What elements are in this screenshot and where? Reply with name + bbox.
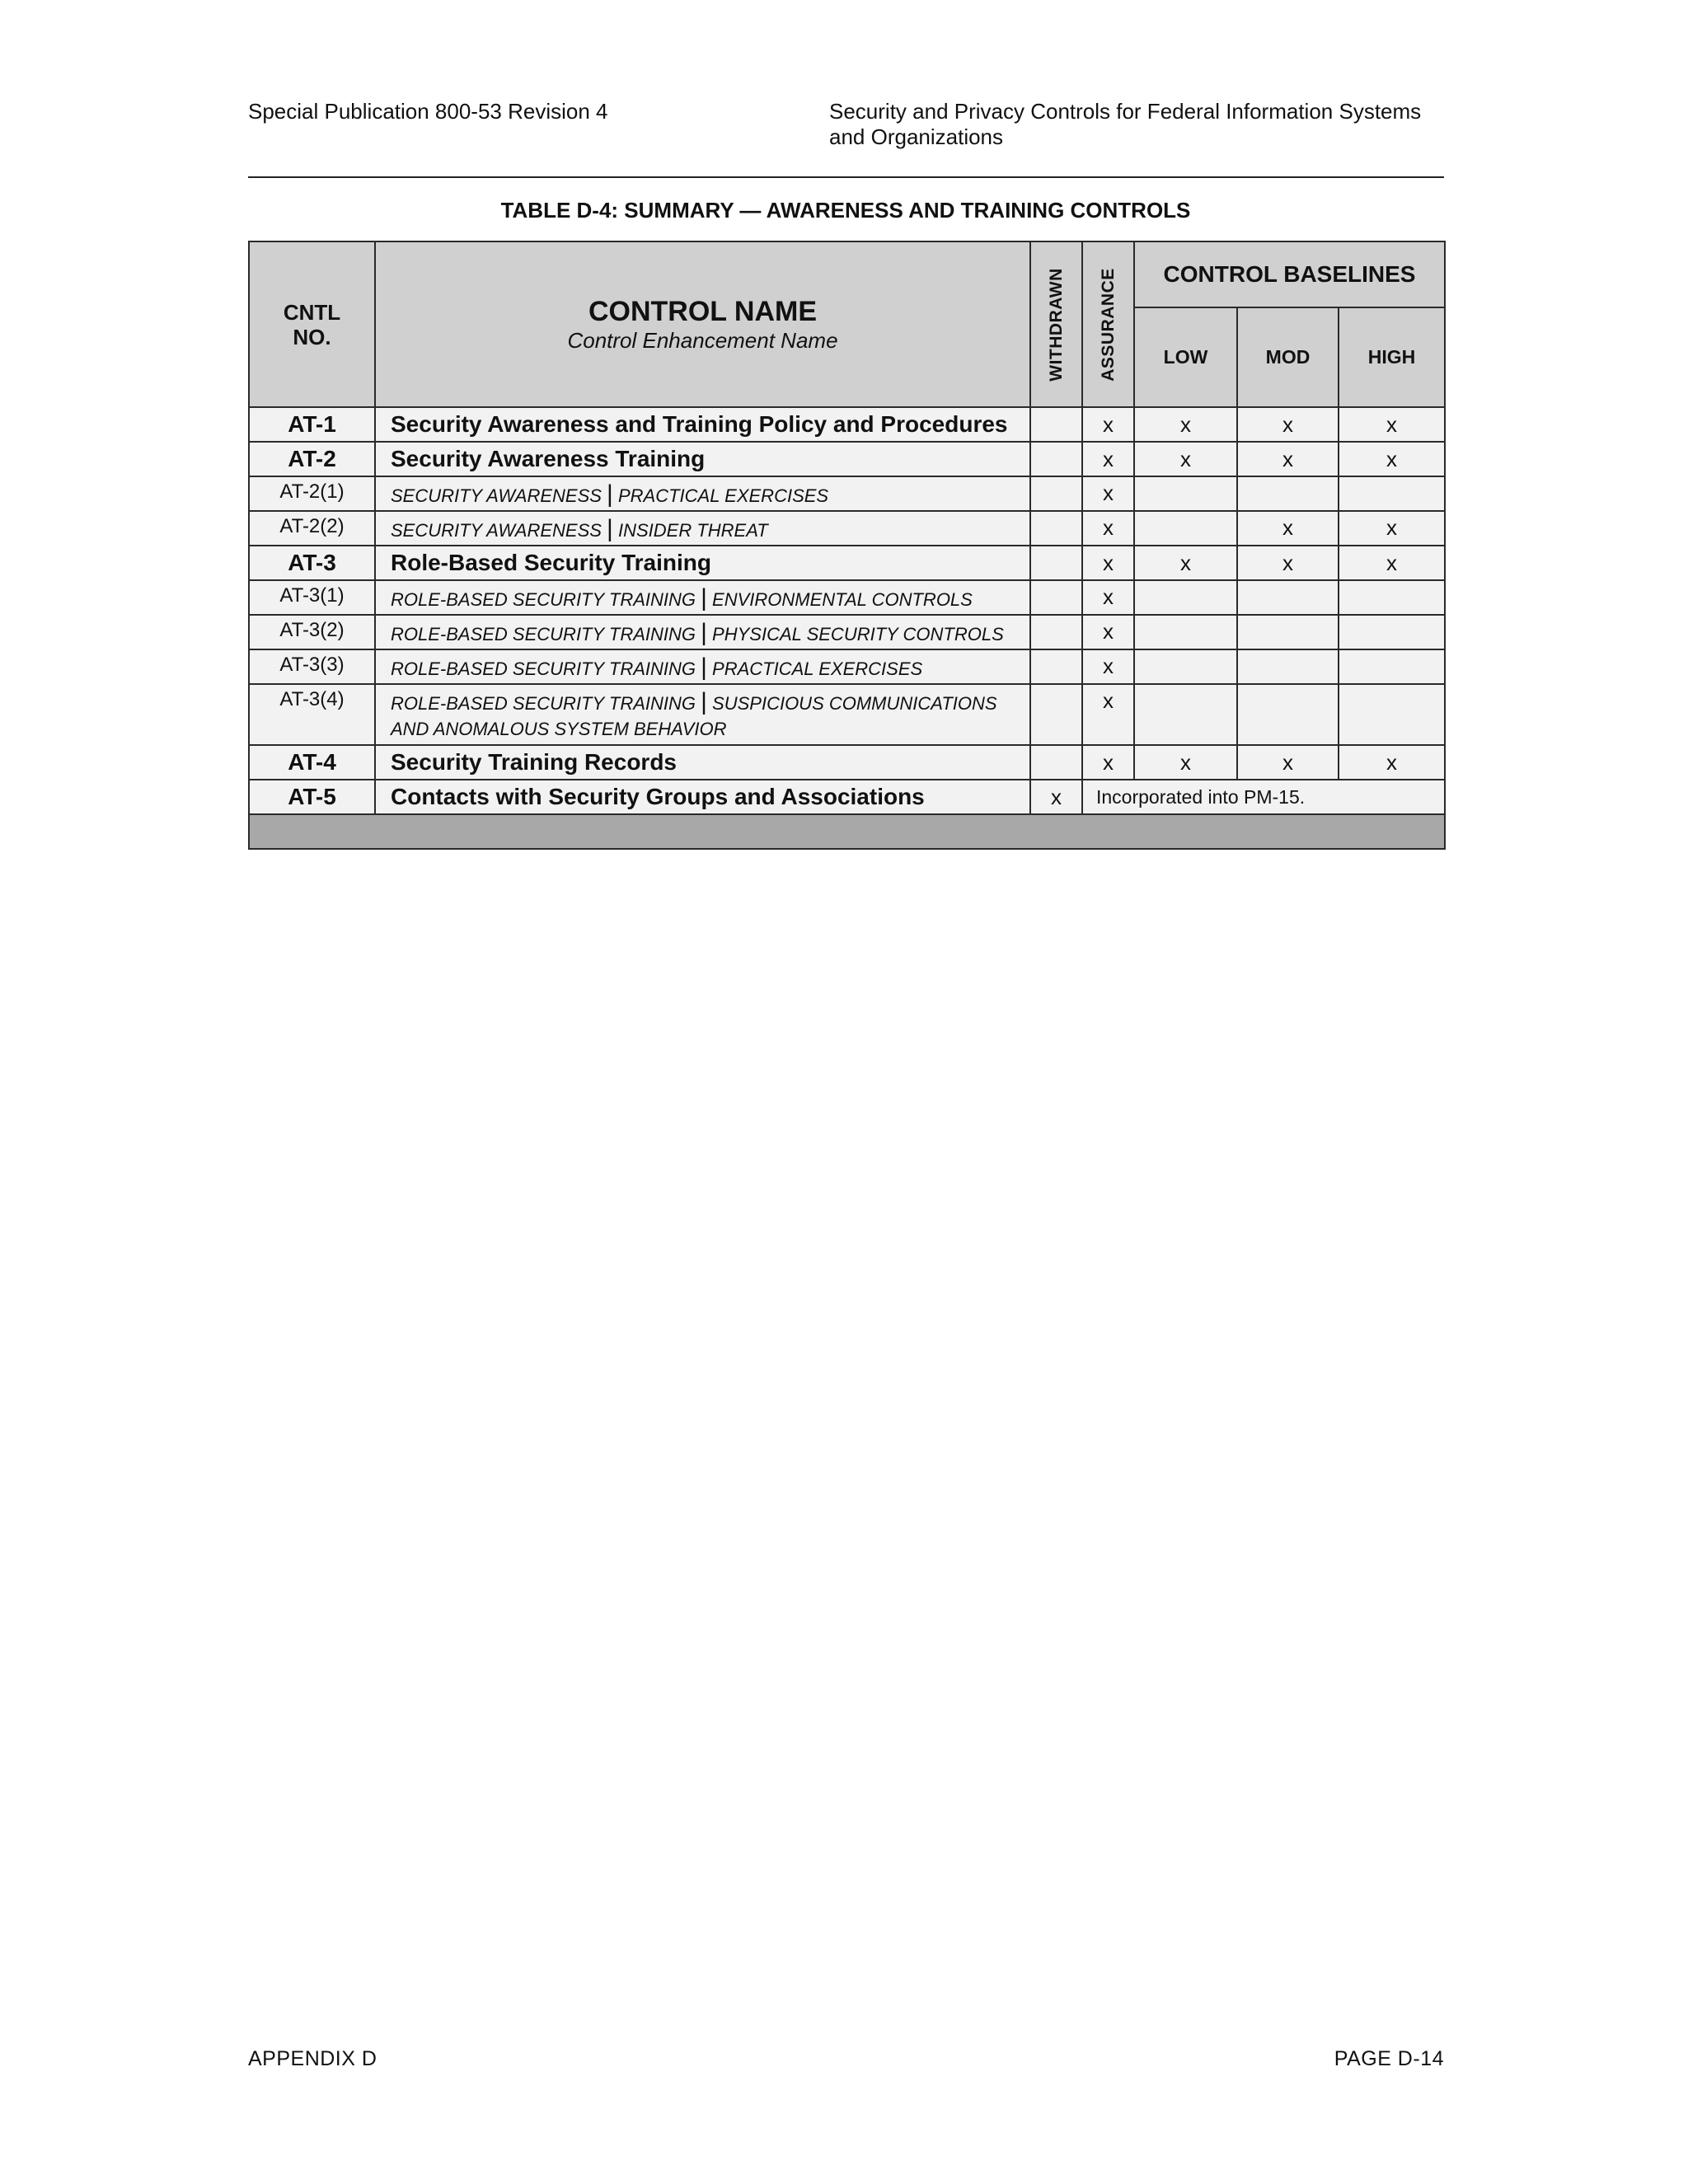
table-row bbox=[249, 511, 1445, 546]
low-cell bbox=[1134, 476, 1237, 511]
low-cell: x bbox=[1134, 546, 1237, 580]
header-rule bbox=[248, 176, 1444, 178]
col-header-name-main: CONTROL NAME bbox=[588, 296, 818, 327]
mod-cell bbox=[1237, 649, 1339, 684]
withdrawn-cell bbox=[1030, 546, 1082, 580]
enhancement-detail: PRACTICAL EXERCISES bbox=[617, 485, 829, 506]
mod-cell bbox=[1237, 615, 1339, 649]
withdrawn-cell bbox=[1030, 580, 1082, 615]
assurance-cell: x bbox=[1082, 615, 1134, 649]
enhancement-separator: | bbox=[607, 514, 613, 542]
header-title-line-2: and Organizations bbox=[829, 124, 1004, 149]
assurance-label: ASSURANCE bbox=[1098, 267, 1118, 382]
high-cell bbox=[1339, 580, 1445, 615]
enhancement-separator: | bbox=[701, 688, 707, 715]
withdrawn-cell bbox=[1030, 745, 1082, 780]
enhancement-name bbox=[375, 476, 1030, 511]
control-name: Security Awareness and Training Policy and Procedures bbox=[375, 407, 1030, 442]
withdrawn-cell bbox=[1030, 442, 1082, 476]
enhancement-number: AT-3(1) bbox=[249, 580, 375, 615]
control-number: AT-2 bbox=[249, 442, 375, 476]
enhancement-number: AT-3(3) bbox=[249, 649, 375, 684]
col-header-assurance bbox=[1082, 241, 1134, 407]
enhancement-name bbox=[375, 684, 1030, 745]
table-row bbox=[249, 407, 1445, 442]
col-header-cntl-line1: CNTL bbox=[283, 299, 341, 325]
enhancement-separator: | bbox=[607, 480, 613, 508]
low-cell bbox=[1134, 615, 1237, 649]
high-cell: x bbox=[1339, 745, 1445, 780]
control-number: AT-3 bbox=[249, 546, 375, 580]
low-cell bbox=[1134, 684, 1237, 745]
enhancement-number: AT-3(4) bbox=[249, 684, 375, 745]
control-number: AT-4 bbox=[249, 745, 375, 780]
table-row bbox=[249, 649, 1445, 684]
mod-cell: x bbox=[1237, 442, 1339, 476]
table-row bbox=[249, 476, 1445, 511]
mod-cell: x bbox=[1237, 546, 1339, 580]
table-row bbox=[249, 745, 1445, 780]
mod-cell: x bbox=[1237, 407, 1339, 442]
footer-page-number: PAGE D-14 bbox=[1334, 2047, 1444, 2070]
low-cell: x bbox=[1134, 745, 1237, 780]
enhancement-detail: PHYSICAL SECURITY CONTROLS bbox=[712, 623, 1004, 644]
high-cell: x bbox=[1339, 442, 1445, 476]
col-header-low: LOW bbox=[1134, 307, 1237, 407]
enhancement-separator: | bbox=[701, 618, 707, 646]
assurance-cell: x bbox=[1082, 476, 1134, 511]
header-publication: Special Publication 800-53 Revision 4 bbox=[248, 99, 608, 124]
table-title: TABLE D-4: SUMMARY — AWARENESS AND TRAINING CONTROLS bbox=[500, 198, 1191, 223]
enhancement-separator: | bbox=[701, 653, 707, 681]
withdrawn-cell bbox=[1030, 407, 1082, 442]
table-footer-cell bbox=[249, 814, 1445, 849]
high-cell bbox=[1339, 684, 1445, 745]
assurance-cell: x bbox=[1082, 649, 1134, 684]
enhancement-detail: INSIDER THREAT bbox=[617, 519, 768, 541]
enhancement-number: AT-2(1) bbox=[249, 476, 375, 511]
withdrawn-cell bbox=[1030, 476, 1082, 511]
high-cell bbox=[1339, 476, 1445, 511]
high-cell: x bbox=[1339, 511, 1445, 546]
table-row bbox=[249, 442, 1445, 476]
low-cell bbox=[1134, 511, 1237, 546]
high-cell bbox=[1339, 615, 1445, 649]
withdrawn-cell bbox=[1030, 649, 1082, 684]
col-header-name-sub: Control Enhancement Name bbox=[567, 328, 838, 353]
col-header-cntl-no bbox=[249, 241, 375, 407]
withdrawn-cell bbox=[1030, 511, 1082, 546]
col-header-high: HIGH bbox=[1339, 307, 1445, 407]
high-cell bbox=[1339, 649, 1445, 684]
table-row bbox=[249, 546, 1445, 580]
footer-appendix: APPENDIX D bbox=[248, 2047, 377, 2070]
control-name: Security Training Records bbox=[375, 745, 1030, 780]
mod-cell bbox=[1237, 476, 1339, 511]
enhancement-number: AT-2(2) bbox=[249, 511, 375, 546]
withdrawn-cell: x bbox=[1030, 780, 1082, 814]
assurance-cell: x bbox=[1082, 580, 1134, 615]
mod-cell: x bbox=[1237, 745, 1339, 780]
table-row bbox=[249, 580, 1445, 615]
enhancement-name bbox=[375, 580, 1030, 615]
enhancement-separator: | bbox=[701, 583, 707, 612]
low-cell: x bbox=[1134, 407, 1237, 442]
control-number: AT-1 bbox=[249, 407, 375, 442]
enhancement-detail: ENVIRONMENTAL CONTROLS bbox=[712, 588, 973, 610]
mod-cell: x bbox=[1237, 511, 1339, 546]
enhancement-base: SECURITY AWARENESS bbox=[391, 519, 602, 541]
enhancement-detail: SUSPICIOUS COMMUNICATIONS AND ANOMALOUS SYSTEM BEHAVIOR bbox=[391, 693, 997, 739]
enhancement-detail: PRACTICAL EXERCISES bbox=[712, 658, 923, 679]
table-row bbox=[249, 780, 1445, 814]
col-header-cntl-line2: NO. bbox=[293, 324, 331, 349]
mod-cell bbox=[1237, 580, 1339, 615]
enhancement-name bbox=[375, 649, 1030, 684]
enhancement-base: ROLE-BASED SECURITY TRAINING bbox=[391, 658, 696, 679]
high-cell: x bbox=[1339, 546, 1445, 580]
col-header-withdrawn bbox=[1030, 241, 1082, 407]
withdrawn-label: WITHDRAWN bbox=[1046, 267, 1066, 382]
low-cell bbox=[1134, 649, 1237, 684]
table-row bbox=[249, 615, 1445, 649]
col-header-mod: MOD bbox=[1237, 307, 1339, 407]
col-header-control-baselines: CONTROL BASELINES bbox=[1134, 241, 1445, 307]
enhancement-base: SECURITY AWARENESS bbox=[391, 485, 602, 506]
header-document-title bbox=[829, 99, 1456, 150]
assurance-cell: x bbox=[1082, 546, 1134, 580]
low-cell: x bbox=[1134, 442, 1237, 476]
control-number: AT-5 bbox=[249, 780, 375, 814]
assurance-cell: x bbox=[1082, 442, 1134, 476]
controls-table bbox=[248, 241, 1446, 850]
table-row bbox=[249, 684, 1445, 745]
control-name: Role-Based Security Training bbox=[375, 546, 1030, 580]
withdrawn-note: Incorporated into PM-15. bbox=[1082, 780, 1445, 814]
enhancement-name bbox=[375, 615, 1030, 649]
assurance-cell: x bbox=[1082, 407, 1134, 442]
assurance-cell: x bbox=[1082, 511, 1134, 546]
assurance-cell: x bbox=[1082, 684, 1134, 745]
enhancement-base: ROLE-BASED SECURITY TRAINING bbox=[391, 588, 696, 610]
table-footer-bar bbox=[249, 814, 1445, 849]
control-name: Contacts with Security Groups and Associations bbox=[375, 780, 1030, 814]
enhancement-base: ROLE-BASED SECURITY TRAINING bbox=[391, 623, 696, 644]
enhancement-base: ROLE-BASED SECURITY TRAINING bbox=[391, 693, 696, 714]
high-cell: x bbox=[1339, 407, 1445, 442]
header-title-line-1: Security and Privacy Controls for Federal Information Systems bbox=[829, 99, 1422, 124]
withdrawn-cell bbox=[1030, 684, 1082, 745]
assurance-cell: x bbox=[1082, 745, 1134, 780]
mod-cell bbox=[1237, 684, 1339, 745]
control-name: Security Awareness Training bbox=[375, 442, 1030, 476]
enhancement-number: AT-3(2) bbox=[249, 615, 375, 649]
withdrawn-cell bbox=[1030, 615, 1082, 649]
col-header-control-name bbox=[375, 241, 1030, 407]
enhancement-name bbox=[375, 511, 1030, 546]
low-cell bbox=[1134, 580, 1237, 615]
